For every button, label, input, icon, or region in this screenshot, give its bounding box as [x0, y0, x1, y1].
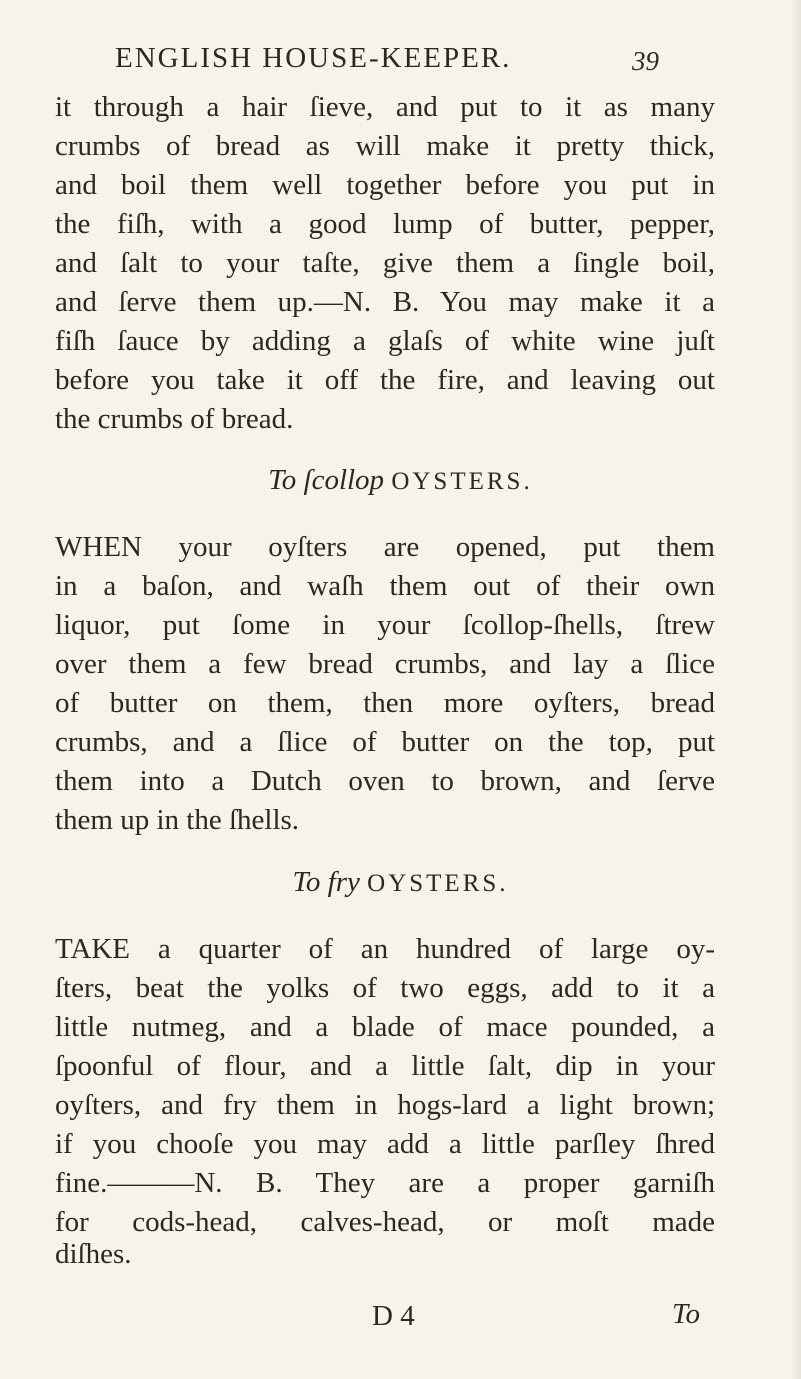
heading-caps: OYSTERS.	[367, 870, 509, 897]
heading-italic: To fry	[292, 866, 360, 898]
text-line: of butter on them, then more oyſters, bread	[55, 687, 715, 719]
text-line: little nutmeg, and a blade of mace pounded, a	[55, 1011, 715, 1043]
text-line: and boil them well together before you put in	[55, 169, 715, 201]
text-line: the fiſh, with a good lump of butter, pepper,	[55, 208, 715, 240]
text-line: ſpoonful of flour, and a little ſalt, dip in your	[55, 1050, 715, 1082]
text-line: before you take it off the fire, and leaving out	[55, 364, 715, 396]
text-line: in a baſon, and waſh them out of their own	[55, 570, 715, 602]
text-line: fiſh ſauce by adding a glaſs of white wine juſt	[55, 325, 715, 357]
section-heading-scollop-oysters	[0, 464, 801, 497]
text-line: TAKE a quarter of an hundred of large oy-	[55, 933, 715, 965]
text-line: if you chooſe you may add a little parſley ſhred	[55, 1128, 715, 1160]
catchword: To	[672, 1298, 700, 1330]
text-line: them up in the ſhells.	[55, 804, 300, 836]
text-line: fine.———N. B. They are a proper garniſh	[55, 1167, 715, 1199]
text-line: for cods-head, calves-head, or moſt made	[55, 1206, 715, 1238]
heading-caps: OYSTERS.	[391, 468, 533, 495]
page-number: 39	[632, 46, 659, 76]
text-line: them into a Dutch oven to brown, and ſerve	[55, 765, 715, 797]
text-line: and ſalt to your taſte, give them a ſingle boil,	[55, 247, 715, 279]
running-head: ENGLISH HOUSE-KEEPER.	[115, 42, 512, 74]
text-line: and ſerve them up.—N. B. You may make it a	[55, 286, 715, 318]
text-line: WHEN your oyſters are opened, put them	[55, 531, 715, 563]
text-line: ſters, beat the yolks of two eggs, add to it a	[55, 972, 715, 1004]
section-heading-fry-oysters	[0, 866, 801, 899]
text-line: crumbs, and a ſlice of butter on the top, put	[55, 726, 715, 758]
text-line: diſhes.	[55, 1238, 132, 1270]
text-line: liquor, put ſome in your ſcollop-ſhells, ſtrew	[55, 609, 715, 641]
text-line: it through a hair ſieve, and put to it as many	[55, 91, 715, 123]
signature-mark: D 4	[372, 1300, 415, 1332]
text-line: the crumbs of bread.	[55, 403, 294, 435]
heading-italic: To ſcollop	[268, 464, 385, 496]
text-line: over them a few bread crumbs, and lay a ſlice	[55, 648, 715, 680]
text-line: oyſters, and fry them in hogs-lard a light brown;	[55, 1089, 715, 1121]
text-line: crumbs of bread as will make it pretty thick,	[55, 130, 715, 162]
